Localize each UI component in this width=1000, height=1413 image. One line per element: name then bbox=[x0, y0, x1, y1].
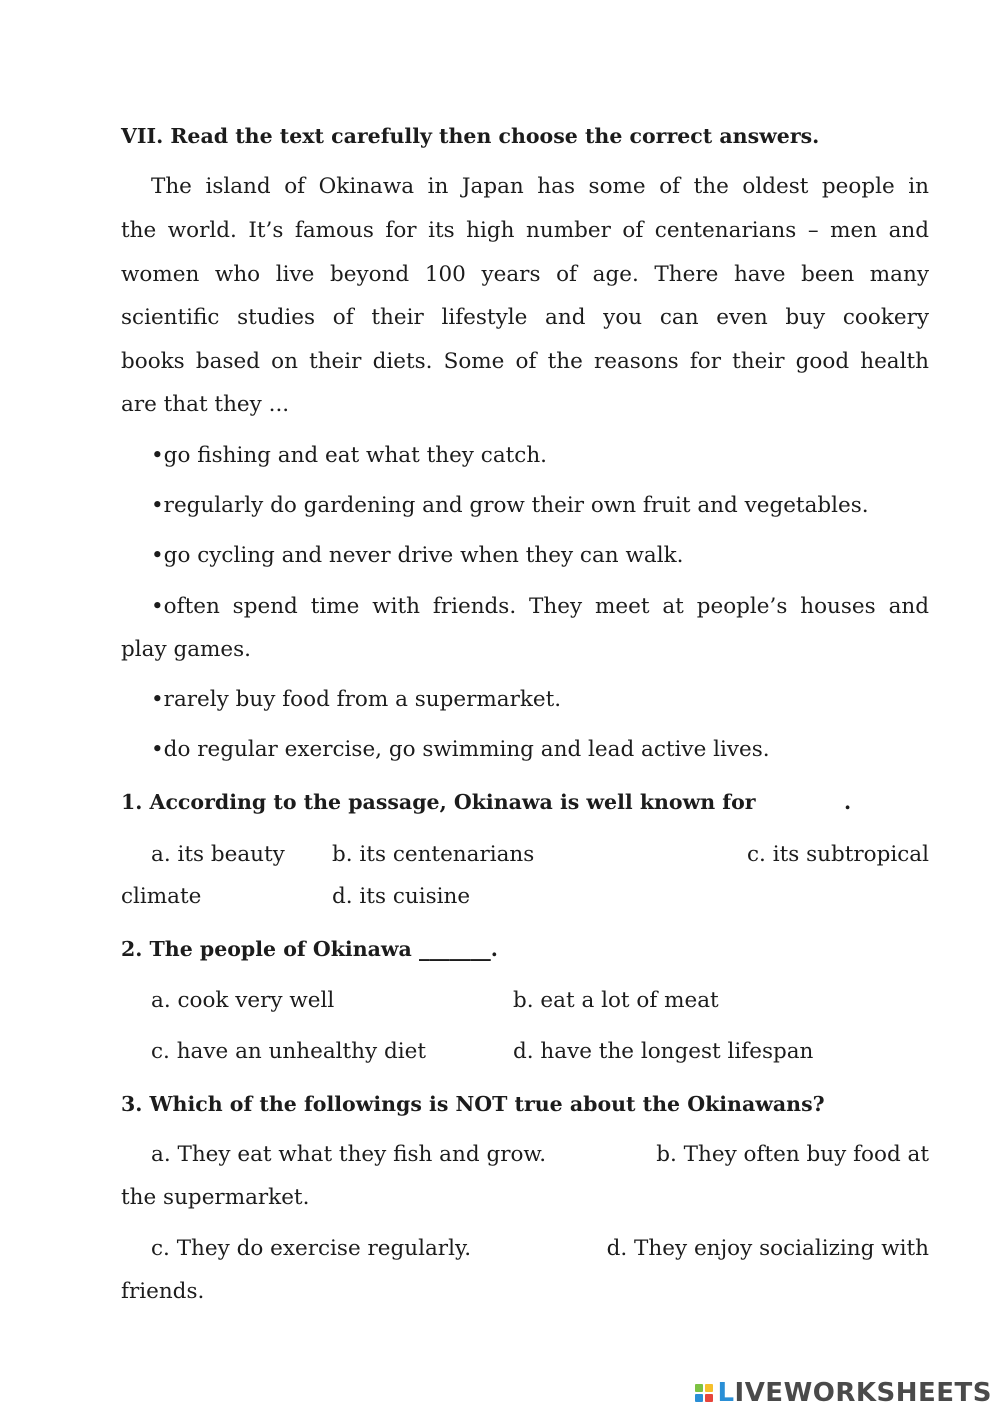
q3-option-b: b. They often buy food at bbox=[656, 1142, 929, 1167]
q3-option-a: a. They eat what they fish and grow. bbox=[151, 1142, 547, 1167]
passage-line: books based on their diets. Some of the reasons for their good health bbox=[121, 349, 929, 374]
q1-option-b: b. its centenarians bbox=[332, 842, 535, 867]
liveworksheets-wordmark: LIVEWORKSHEETS bbox=[717, 1378, 992, 1408]
q2-option-d: d. have the longest lifespan bbox=[513, 1039, 814, 1064]
q3-option-d: d. They enjoy socializing with bbox=[606, 1236, 929, 1261]
passage-line: The island of Okinawa in Japan has some of the oldest people in bbox=[151, 174, 929, 199]
passage-line: scientific studies of their lifestyle and you can even buy cookery bbox=[121, 305, 929, 330]
bullet-item: •regularly do gardening and grow their own fruit and vegetables. bbox=[151, 493, 869, 518]
bullet-item: •do regular exercise, go swimming and lead active lives. bbox=[151, 737, 770, 762]
q1-option-a: a. its beauty bbox=[151, 842, 285, 867]
q3-option-c: c. They do exercise regularly. bbox=[151, 1236, 472, 1261]
section-title: VII. Read the text carefully then choose the correct answers. bbox=[121, 124, 820, 148]
question-1-stem: 1. According to the passage, Okinawa is well known for bbox=[121, 790, 756, 814]
question-1-blank-dot: . bbox=[844, 790, 852, 814]
bullet-item-continuation: play games. bbox=[121, 637, 251, 662]
q2-option-c: c. have an unhealthy diet bbox=[151, 1039, 427, 1064]
bullet-item: •go cycling and never drive when they can walk. bbox=[151, 543, 684, 568]
bullet-item: •rarely buy food from a supermarket. bbox=[151, 687, 562, 712]
question-2-stem: 2. The people of Okinawa _______. bbox=[121, 937, 498, 961]
passage-line: women who live beyond 100 years of age. There have been many bbox=[121, 262, 929, 287]
q1-option-c: c. its subtropical bbox=[747, 842, 929, 867]
bullet-item: •go fishing and eat what they catch. bbox=[151, 443, 547, 468]
q1-option-d: d. its cuisine bbox=[332, 884, 471, 909]
q2-option-b: b. eat a lot of meat bbox=[513, 988, 719, 1013]
q2-option-a: a. cook very well bbox=[151, 988, 335, 1013]
passage-line: are that they ... bbox=[121, 392, 290, 417]
liveworksheets-logo bbox=[695, 1378, 992, 1408]
q3-option-d-continuation: friends. bbox=[121, 1279, 205, 1304]
q3-option-b-continuation: the supermarket. bbox=[121, 1185, 310, 1210]
bullet-item: •often spend time with friends. They meet at people’s houses and bbox=[151, 594, 929, 619]
question-3-stem: 3. Which of the followings is NOT true about the Okinawans? bbox=[121, 1092, 825, 1116]
q1-option-c-continuation: climate bbox=[121, 884, 202, 909]
passage-line: the world. It’s famous for its high number of centenarians – men and bbox=[121, 218, 929, 243]
liveworksheets-logo-icon bbox=[695, 1384, 713, 1402]
